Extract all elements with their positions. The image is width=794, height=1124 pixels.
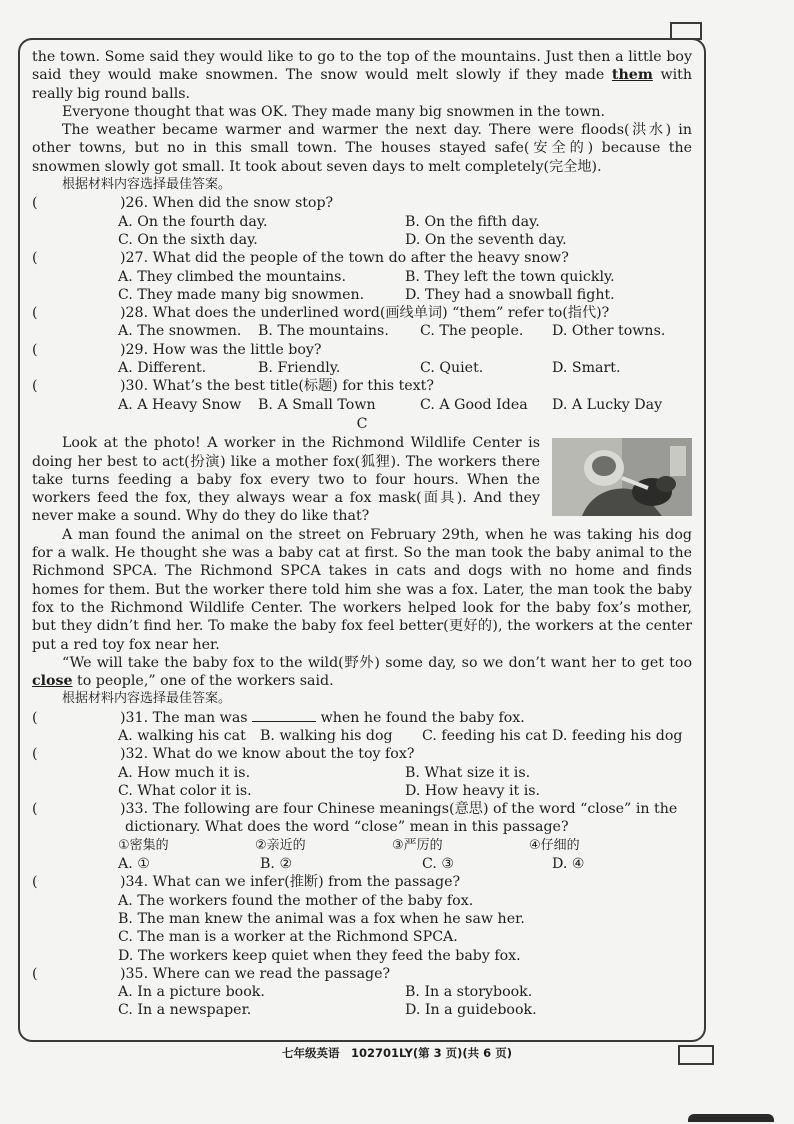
- question-stem: )33. The following are four Chinese meanings(意思) of the word “close” in the: [120, 801, 678, 818]
- option-d: D. Smart.: [552, 360, 621, 377]
- option-a: A. They climbed the mountains.: [118, 268, 346, 285]
- question-stem: )35. Where can we read the passage?: [120, 965, 391, 982]
- passage-b-paragraph-1: the town. Some said they would like to go to the top of the mountains. Just then a little boy said they would make snowmen. The snow would melt slowly if they made them with really big round balls.: [32, 49, 692, 102]
- option-b: B. In a storybook.: [405, 984, 533, 1001]
- option-c: C. On the sixth day.: [118, 231, 258, 248]
- passage-c-paragraph-1: Look at the photo! A worker in the Richmond Wildlife Center is doing her best to act(扮演) like a mother fox(狐狸). The workers there take turns feeding a baby fox every two to four hours. When the workers feed the fox, they always wear a fox mask(面具). And they never make a sound. Why do they do like that?: [32, 435, 540, 525]
- option-a: A. The snowmen.: [118, 323, 242, 340]
- passage-c-paragraph-2: A man found the animal on the street on February 29th, when he was taking his dog for a walk. He thought she was a baby cat at first. So the man took the baby animal to the Richmond SPCA. The Richmond SPCA takes in cats and dogs with no home and finds homes for them. But the worker there told him she was a fox. Later, the man took the baby fox to the Richmond Wildlife Center. The workers helped look for the baby fox’s mother, but they didn’t find her. To make the baby fox feel better(更好的), the workers at the center put a red toy fox near her.: [32, 526, 692, 653]
- option-c: C. They made many big snowmen.: [118, 286, 365, 303]
- question-stem: )30. What’s the best title(标题) for this text?: [120, 378, 434, 395]
- question-stem: )32. What do we know about the toy fox?: [120, 746, 415, 763]
- option-c: C. What color it is.: [118, 782, 252, 799]
- option-d: D. On the seventh day.: [405, 231, 567, 248]
- option-b: B. Friendly.: [258, 360, 341, 377]
- question-stem: )34. What can we infer(推断) from the passage?: [120, 874, 461, 891]
- question-28: ( )28. What does the underlined word(画线单词) “them” refer to(指代)? A. The snowmen. B. The mountains. C. The people. D. Other towns.: [32, 304, 692, 341]
- underlined-close: close: [32, 673, 73, 690]
- instruction-c: 根据材料内容选择最佳答案。: [62, 691, 232, 707]
- option-d: D. Other towns.: [552, 323, 666, 340]
- option-c: C. In a newspaper.: [118, 1002, 252, 1019]
- option-d: D. A Lucky Day: [552, 396, 663, 413]
- option-a: A. walking his cat: [118, 727, 246, 744]
- option-a: A. The workers found the mother of the baby fox.: [118, 892, 474, 909]
- question-stem: )31. The man was when he found the baby fox.: [120, 709, 525, 726]
- underlined-them: them: [611, 67, 653, 84]
- option-b: B. What size it is.: [405, 764, 531, 781]
- meaning-3: ③严厉的: [392, 837, 443, 853]
- answer-blank[interactable]: [252, 709, 316, 722]
- option-b: B. The man knew the animal was a fox when he saw her.: [118, 910, 525, 927]
- question-33: ( )33. The following are four Chinese meanings(意思) of the word “close” in the dictionary. What does the word “close” mean in this passage? ①密集的 ②亲近的 ③严厉的 ④仔细的 A. ① B. ② C. ③ D. ④: [32, 800, 692, 873]
- option-c: C. Quiet.: [420, 360, 484, 377]
- question-30: ( )30. What’s the best title(标题) for this text? A. A Heavy Snow B. A Small Town C. A Good Idea D. A Lucky Day: [32, 377, 692, 414]
- option-d: D. The workers keep quiet when they feed the baby fox.: [118, 947, 521, 964]
- question-stem: )28. What does the underlined word(画线单词) “them” refer to(指代)?: [120, 305, 610, 322]
- option-a: A. In a picture book.: [118, 984, 265, 1001]
- option-a: A. Different.: [118, 360, 207, 377]
- exam-content: [32, 48, 692, 1020]
- question-27: ( )27. What did the people of the town do after the heavy snow? A. They climbed the mountains. B. They left the town quickly. C. They made many big snowmen. D. They had a snowball fight.: [32, 249, 692, 304]
- option-b: B. A Small Town: [258, 396, 376, 413]
- option-b: B. On the fifth day.: [405, 213, 540, 230]
- fox-photo: [552, 438, 692, 516]
- question-26: ( )26. When did the snow stop? A. On the fourth day. B. On the fifth day. C. On the sixth day. D. On the seventh day.: [32, 194, 692, 249]
- option-a: A. A Heavy Snow: [118, 396, 242, 413]
- passage-c-paragraph-3: “We will take the baby fox to the wild(野外) some day, so we don’t want her to get too close to people,” one of the workers said.: [32, 654, 692, 690]
- option-d: D. In a guidebook.: [405, 1002, 537, 1019]
- option-c: C. ③: [422, 856, 455, 873]
- worker-feeding-fox-image: [552, 438, 692, 516]
- option-b: B. The mountains.: [258, 323, 389, 340]
- question-stem: )29. How was the little boy?: [120, 341, 322, 358]
- option-c: C. The people.: [420, 323, 524, 340]
- option-b: B. ②: [260, 856, 293, 873]
- question-34: ( )34. What can we infer(推断) from the passage? A. The workers found the mother of the baby fox. B. The man knew the animal was a fox when he saw her. C. The man is a worker at the Richmond SPCA. D. The workers keep quiet when they feed the baby fox.: [32, 873, 692, 964]
- section-c-heading: C: [356, 415, 368, 432]
- option-d: D. ④: [552, 856, 585, 873]
- question-31: ( )31. The man was when he found the baby fox. A. walking his cat B. walking his dog C. feeding his cat D. feeding his dog: [32, 709, 692, 746]
- question-29: ( )29. How was the little boy? A. Different. B. Friendly. C. Quiet. D. Smart.: [32, 341, 692, 378]
- option-d: D. feeding his dog: [552, 727, 683, 744]
- option-c: C. A Good Idea: [420, 396, 528, 413]
- page-footer: 七年级英语 102701LY(第 3 页)(共 6 页): [282, 1046, 512, 1060]
- meaning-2: ②亲近的: [255, 837, 306, 853]
- option-c: C. The man is a worker at the Richmond SPCA.: [118, 929, 458, 946]
- question-stem: )27. What did the people of the town do after the heavy snow?: [120, 250, 569, 267]
- scan-smudge: [688, 1114, 774, 1122]
- bottom-right-box: [678, 1045, 714, 1065]
- option-a: A. How much it is.: [118, 764, 251, 781]
- question-35: ( )35. Where can we read the passage? A. In a picture book. B. In a storybook. C. In a newspaper. D. In a guidebook.: [32, 965, 692, 1020]
- question-32: ( )32. What do we know about the toy fox? A. How much it is. B. What size it is. C. What color it is. D. How heavy it is.: [32, 745, 692, 800]
- passage-b-paragraph-3: The weather became warmer and warmer the next day. There were floods(洪水) in other towns, but no in this small town. The houses stayed safe(安全的) because the snowmen slowly got small. It took about seven days to melt completely(完全地).: [32, 122, 692, 175]
- instruction-b: 根据材料内容选择最佳答案。: [62, 177, 232, 193]
- question-stem: )26. When did the snow stop?: [120, 195, 334, 212]
- meaning-4: ④仔细的: [529, 837, 580, 853]
- option-a: A. ①: [118, 856, 150, 873]
- passage-b-paragraph-2: Everyone thought that was OK. They made many big snowmen in the town.: [62, 103, 606, 120]
- option-d: D. How heavy it is.: [405, 782, 541, 799]
- option-b: B. walking his dog: [260, 727, 393, 744]
- question-stem-continued: dictionary. What does the word “close” mean in this passage?: [125, 819, 569, 836]
- option-c: C. feeding his cat: [422, 727, 548, 744]
- option-b: B. They left the town quickly.: [405, 268, 615, 285]
- option-a: A. On the fourth day.: [118, 213, 268, 230]
- meaning-1: ①密集的: [118, 837, 169, 853]
- option-d: D. They had a snowball fight.: [405, 286, 615, 303]
